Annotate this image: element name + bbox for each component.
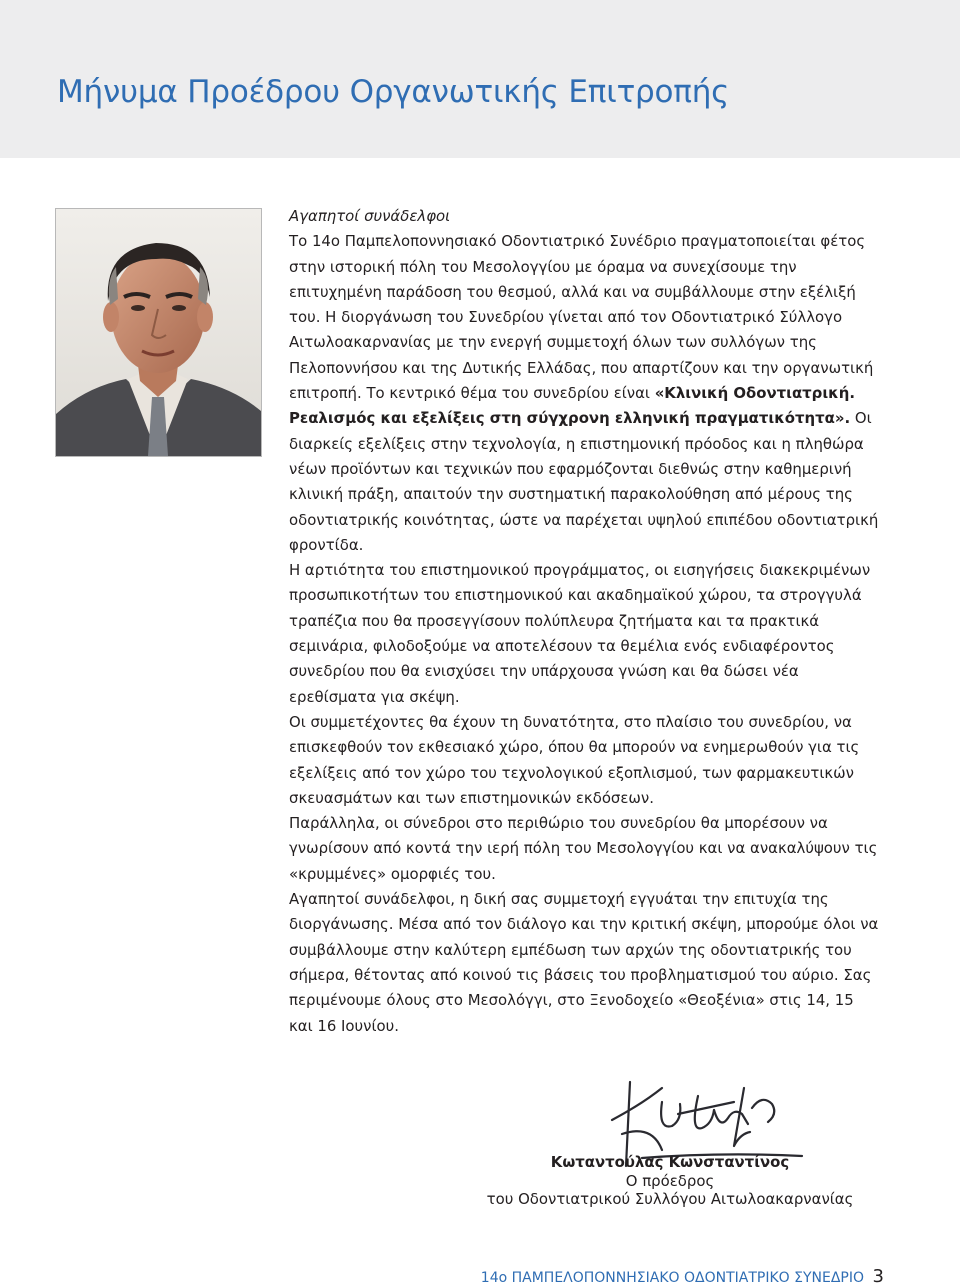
paragraph-1-intro: Το 14ο Παμπελοποννησιακό Οδοντιατρικό Συνέδριο πραγματοποιείται φέτος στην ιστορική πόλη του Μεσολογγίου με όραμα να συνεχίσουμε την επιτυχημένη παράδοση του θεσμού, αλλά και να συμβάλλουμε στην εξέλιξή του. Η διοργάνωση του Συνεδρίου γίνεται από τον Οδοντιατρικό Σύλλογο Αιτωλοακαρνανίας με την ενεργή συμμετοχή όλων των συλλόγων της Πελοποννήσου και της Δυτικής Ελλάδας, που απαρτίζουν και την οργανωτική επιτροπή. Το κεντρικό θέμα του συνεδρίου είναι [289,232,874,403]
letter-body [289,204,879,1039]
page-title: Μήνυμα Προέδρου Οργανωτικής Επιτροπής [57,74,730,110]
signer-name: Κωταντούλας Κωνσταντίνος [550,1153,790,1171]
letter-paragraph-5: Αγαπητοί συνάδελφοι, η δική σας συμμετοχή εγγυάται την επιτυχία της διοργάνωσης. Μέσα από τον διάλογο και την κριτική σκέψη, μπορούμε όλοι να συμβάλλουμε στην καλύτερη εμπέδωση των αρχών της οδοντιατρικής του σήμερα, θέτοντας από κοινού τις βάσεις του προβληματισμού του αύριο. Σας περιμένουμε όλους στο Μεσολόγγι, στο Ξενοδοχείο «Θεοξένια» στις 14, 15 και 16 Ιουνίου. [289,890,879,1035]
letter-paragraph-4: Παράλληλα, οι σύνεδροι στο περιθώριο του συνεδρίου θα μπορέσουν να γνωρίσουν από κοντά την ιερή πόλη του Μεσολογγίου και να ανακαλύψουν τις «κρυμμένες» ομορφιές του. [289,814,878,883]
letter-paragraph-1 [289,229,879,558]
letter-paragraph-2: Η αρτιότητα του επιστημονικού προγράμματος, οι εισηγήσεις διακεκριμένων προσωπικοτήτων του επιστημονικού και ακαδημαϊκού χώρου, τα στρογγυλά τραπέζια που θα προσεγγίσουν πολύπλευρα ζητήματα και τα πρακτικά σεμινάρια, φιλοδοξούμε να αποτελέσουν τα θεμέλια ενός ενδιαφέροντος συνεδρίου που θα ενισχύσει την υπάρχουσα γνώση και θα δώσει νέα ερεθίσματα για σκέψη. [289,561,871,706]
letter-paragraph-3: Οι συμμετέχοντες θα έχουν τη δυνατότητα, στο πλαίσιο του συνεδρίου, να επισκεφθούν τον εκθεσιακό χώρο, όπου θα μπορούν να ενημερωθούν για τις εξελίξεις από τον χώρο του τεχνολογικού εξοπλισμού, των φαρμακευτικών σκευασμάτων και των επιστημονικών εκδόσεων. [289,712,860,807]
page-number: 3 [872,1266,884,1287]
conference-theme: «Κλινική Οδοντιατρική. Ρεαλισμός και εξελίξεις στη σύγχρονη ελληνική πραγματικότητα». [289,384,855,428]
portrait-photo [55,208,262,457]
signer-organization: του Οδοντιατρικού Συλλόγου Αιτωλοακαρνανίας [486,1190,854,1208]
footer-conference-title: 14ο ΠΑΜΠΕΛΟΠΟΝΝΗΣΙΑΚΟ ΟΔΟΝΤΙΑΤΡΙΚΟ ΣΥΝΕΔΡΙΟ [480,1270,864,1286]
salutation: Αγαπητοί συνάδελφοι [289,207,451,225]
paragraph-1-rest: Οι διαρκείς εξελίξεις στην τεχνολογία, η επιστημονική πρόοδος και η πληθώρα νέων προϊόντων και τεχνικών που εφαρμόζονται διεθνώς στην καθημερινή κλινική πράξη, απαιτούν την συστηματική παρακολούθηση από μέρους της οδοντιατρικής κοινότητας, ώστε να παρέχεται υψηλού επιπέδου οδοντιατρική φροντίδα. [289,409,879,554]
signer-role: Ο πρόεδρος [625,1172,715,1190]
